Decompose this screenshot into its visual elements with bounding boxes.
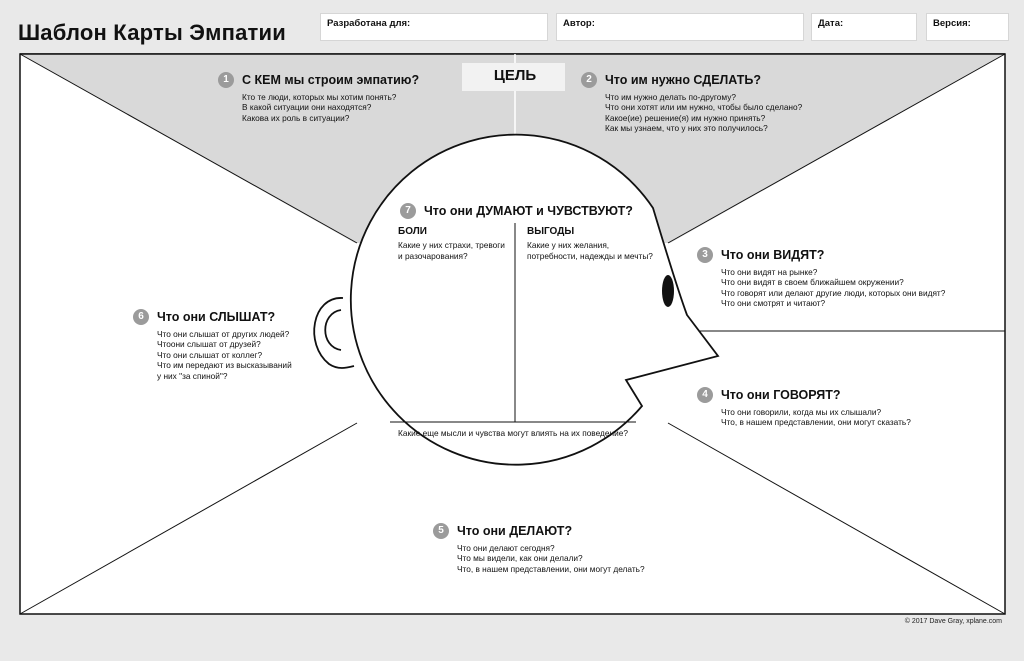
question: Что они говорили, когда мы их слышали?: [721, 407, 882, 417]
section-see: [697, 247, 945, 309]
question: Что они видят в своем ближайшем окружении?: [721, 277, 904, 288]
section-title: Что они СЛЫШАТ?: [157, 309, 276, 324]
question: Что они делают сегодня?: [457, 543, 555, 553]
version-label: Версия:: [933, 18, 971, 29]
gains-title: ВЫГОДЫ: [527, 226, 575, 237]
question: Что мы видели, как они делали?: [457, 553, 583, 564]
question: Что им передают из высказываний: [157, 360, 292, 371]
gains-block: [527, 227, 653, 261]
question: В какой ситуации они находятся?: [242, 102, 372, 113]
section-title: Что они ГОВОРЯТ?: [721, 387, 841, 402]
question: Что, в нашем представлении, они могут делать?: [457, 563, 645, 574]
goal-label: ЦЕЛЬ: [493, 67, 537, 84]
designed-for-label: Разработана для:: [327, 18, 411, 29]
question: Что они слышат от других людей?: [157, 329, 290, 339]
section-title: Что они ВИДЯТ?: [721, 247, 825, 262]
eye: [662, 275, 674, 307]
section-hear: [133, 309, 292, 381]
copyright: © 2017 Dave Gray, xplane.com: [904, 618, 1002, 625]
question: Что они хотят или им нужно, чтобы было сделано?: [605, 102, 803, 113]
date-label: Дата:: [818, 18, 844, 29]
number-badge: 5: [433, 523, 449, 539]
section-title: Что они ДЕЛАЮТ?: [457, 523, 573, 538]
number-badge: 6: [133, 309, 149, 325]
question: Как мы узнаем, что у них это получилось?: [605, 123, 768, 134]
number-badge: 2: [581, 72, 597, 88]
section-title: С КЕМ мы строим эмпатию?: [242, 72, 420, 87]
section-think-feel: [400, 203, 633, 223]
question: Что говорят или делают другие люди, которых они видят?: [721, 287, 946, 298]
gains-text: Какие у них желания,: [527, 240, 610, 251]
section-title: Что они ДУМАЮТ и ЧУВСТВУЮТ?: [424, 203, 633, 218]
question: у них "за спиной"?: [157, 370, 228, 381]
question: Что они слышат от коллег?: [157, 349, 263, 360]
section-do-needs: [581, 72, 802, 134]
number-badge: 4: [697, 387, 713, 403]
question: Что они видят на рынке?: [721, 267, 818, 277]
number-badge: 7: [400, 203, 416, 219]
pains-text: Какие у них страхи, тревоги: [398, 240, 505, 251]
number-badge: 3: [697, 247, 713, 263]
section-do: [433, 523, 645, 574]
author-label: Автор:: [563, 18, 595, 29]
question: Что они смотрят и читают?: [721, 298, 826, 309]
other-thoughts: Какие еще мысли и чувства могут влиять на их поведение?: [398, 428, 628, 438]
pains-title: БОЛИ: [398, 226, 427, 237]
page-title: Шаблон Карты Эмпатии: [18, 20, 286, 45]
number-badge: 1: [218, 72, 234, 88]
section-say: [697, 387, 911, 428]
pains-block: [398, 227, 505, 261]
question: Что им нужно делать по-другому?: [605, 92, 736, 102]
question: Чтоони слышат от друзей?: [157, 339, 261, 350]
question: Кто те люди, которых мы хотим понять?: [242, 92, 397, 102]
section-who: [218, 72, 419, 123]
question: Какова их роль в ситуации?: [242, 112, 350, 123]
question: Что, в нашем представлении, они могут сказать?: [721, 417, 911, 428]
section-title: Что им нужно СДЕЛАТЬ?: [605, 72, 761, 87]
pains-text: и разочарования?: [398, 250, 468, 261]
gains-text: потребности, надежды и мечты?: [527, 250, 653, 261]
question: Какое(ие) решение(я) им нужно принять?: [605, 112, 766, 123]
